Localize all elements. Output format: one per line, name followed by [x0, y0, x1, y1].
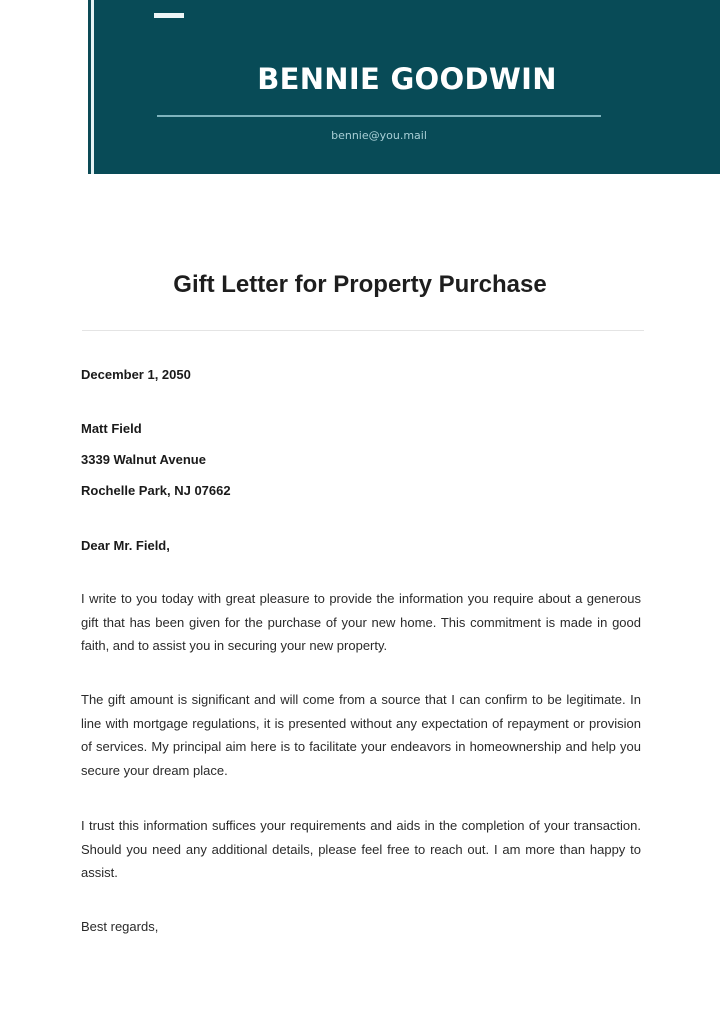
recipient-name: Matt Field: [81, 421, 142, 436]
title-divider: [82, 330, 644, 331]
closing-line: Best regards,: [81, 919, 159, 934]
header-accent-bar: [154, 13, 184, 18]
document-title: Gift Letter for Property Purchase: [173, 271, 547, 298]
body-paragraph-3: I trust this information suffices your requirements and aids in the completion of your transaction. Should you need any additional details, please feel free to reach out. I am more than happy to assist.: [81, 818, 641, 880]
header-divider: [157, 115, 601, 117]
recipient-street: 3339 Walnut Avenue: [81, 452, 206, 467]
body-paragraph-1: I write to you today with great pleasure to provide the information you require about a generous gift that has been given for the purchase of your new home. This commitment is made in good faith, and to assist you in securing your new property.: [81, 591, 641, 653]
recipient-city-state-zip: Rochelle Park, NJ 07662: [81, 483, 231, 498]
letterhead-header: [94, 0, 720, 174]
sender-name: BENNIE GOODWIN: [257, 62, 557, 96]
salutation: Dear Mr. Field,: [81, 538, 170, 553]
sender-email: bennie@you.mail: [331, 129, 427, 142]
body-paragraph-2: The gift amount is significant and will come from a source that I can confirm to be legitimate. In line with mortgage regulations, it is presented without any expectation of repayment or provision of services. My principal aim here is to facilitate your endeavors in homeownership and help you secure your dream place.: [81, 692, 641, 778]
letter-date: December 1, 2050: [81, 367, 191, 382]
